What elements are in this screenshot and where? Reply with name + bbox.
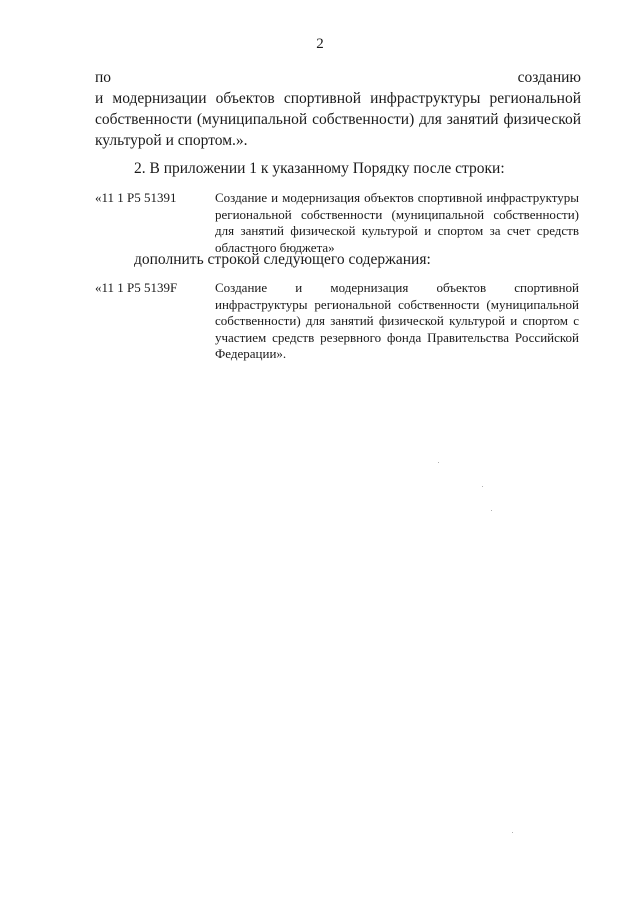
row-description-line: Создание и модернизация объектов спортивной инфраструктуры [215,190,579,205]
row-description-line: инфраструктуры региональной собственности (муниципальной [215,296,579,312]
row-description-line: региональной собственности (муниципальной собственности) [215,206,579,222]
paragraph-3: дополнить строкой следующего содержания: [134,251,431,268]
paragraph-1-first-line-end: созданию [517,69,581,86]
row-description-line: областного бюджета» [215,239,335,255]
paragraph-2: 2. В приложении 1 к указанному Порядку после строки: [134,160,505,177]
scan-speck [491,510,492,511]
page-number: 2 [316,36,324,52]
row-description-line: Федерации». [215,346,287,361]
row-code: «11 1 P5 5139F [95,280,178,295]
row-description-line: участием средств резервного фонда Правительства Российской [215,329,579,345]
paragraph-1-line: собственности (муниципальной собственности) для занятий физической [95,111,581,128]
row-description-line: Создание и модернизация объектов спортивной [215,280,579,295]
scan-speck [512,832,513,833]
row-description [215,280,579,363]
scan-speck [438,462,439,463]
row-description-line: собственности) для занятий физической культурой и спортом с [215,313,579,328]
scan-speck [482,486,483,487]
paragraph-1-line: культурой и спортом.». [95,132,248,149]
paragraph-1-first-line [95,67,581,88]
paragraph-1-line: и модернизации объектов спортивной инфраструктуры региональной [95,90,581,107]
row-description-line: для занятий физической культурой и спортом за счет средств [215,223,579,238]
row-code: «11 1 P5 51391 [95,190,177,205]
paragraph-1-first-word: по [95,69,112,86]
row-description [215,190,579,256]
paragraph-1 [95,67,581,151]
